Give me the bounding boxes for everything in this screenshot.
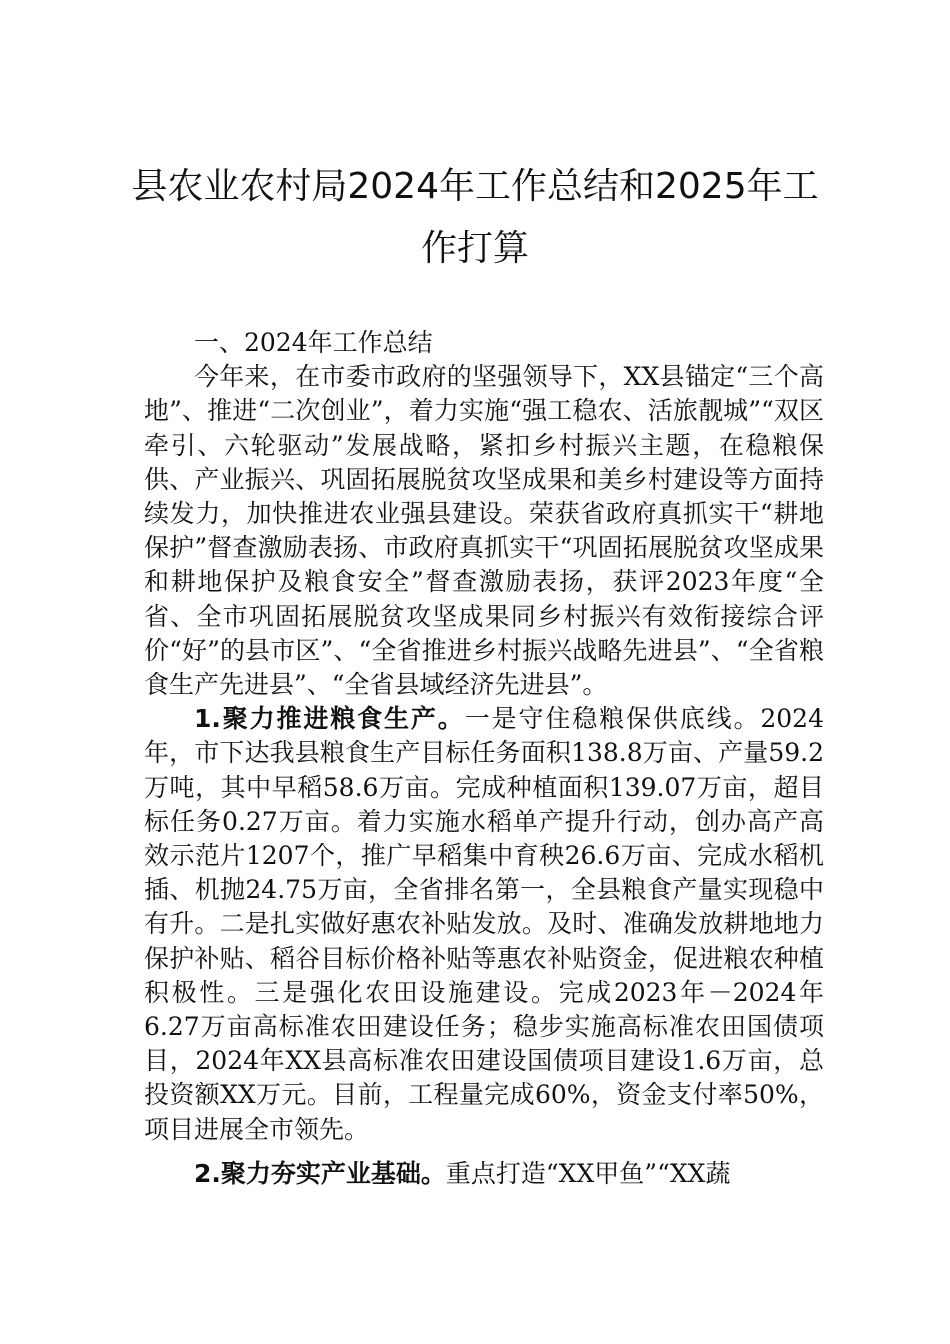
intro-paragraph: 今年来，在市委市政府的坚强领导下，XX县锚定“三个高地”、推进“二次创业”，着力实施“强工稳农、活旅靓城”“双区牵引、六轮驱动”发展战略，紧扣乡村振兴主题，在稳粮保供、产业振兴、巩固拓展脱贫攻坚成果和美乡村建设等方面持续发力，加快推进农业强县建设。荣获省政府真抓实干“耕地保护”督查激励表扬、市政府真抓实干“巩固拓展脱贫攻坚成果和耕地保护及粮食安全”督查激励表扬，获评2023年度“全省、全市巩固拓展脱贫攻坚成果同乡村振兴有效衔接综合评价“好”的县市区”、“全省推进乡村振兴战略先进县”、“全省粮食生产先进县”、“全省县域经济先进县”。 [144,362,824,700]
section-heading: 一、2024年工作总结 [194,328,433,357]
document-body [144,326,824,1191]
item-2-text: 重点打造“XX甲鱼”“XX蔬 [445,1158,731,1188]
item-1-heading: 1.聚力推进粮食生产。 [194,704,465,734]
item-2-paragraph [144,1157,824,1191]
item-1-text: 一是守住稳粮保供底线。2024年，市下达我县粮食生产目标任务面积138.8万亩、产量59.2万吨，其中早稻58.6万亩。完成种植面积139.07万亩，超目标任务0.27万亩。着力实施水稻单产提升行动，创办高产高效示范片1207个，推广早稻集中育秧26.6万亩、完成水稻机插、机抛24.75万亩，全省排名第一，全县粮食产量实现稳中有升。二是扎实做好惠农补贴发放。及时、准确发放耕地地力保护补贴、稻谷目标价格补贴等惠农补贴资金，促进粮农种植积极性。三是强化农田设施建设。完成2023年－2024年6.27万亩高标准农田建设任务；稳步实施高标准农田国债项目，2024年XX县高标准农田建设国债项目建设1.6万亩，总投资额XX万元。目前，工程量完成60%，资金支付率50%，项目进展全市领先。 [144,704,824,1144]
item-2-heading: 2.聚力夯实产业基础。 [194,1158,446,1188]
document-title: 县农业农村局2024年工作总结和2025年工作打算 [131,166,819,269]
item-1-paragraph [144,702,824,1147]
